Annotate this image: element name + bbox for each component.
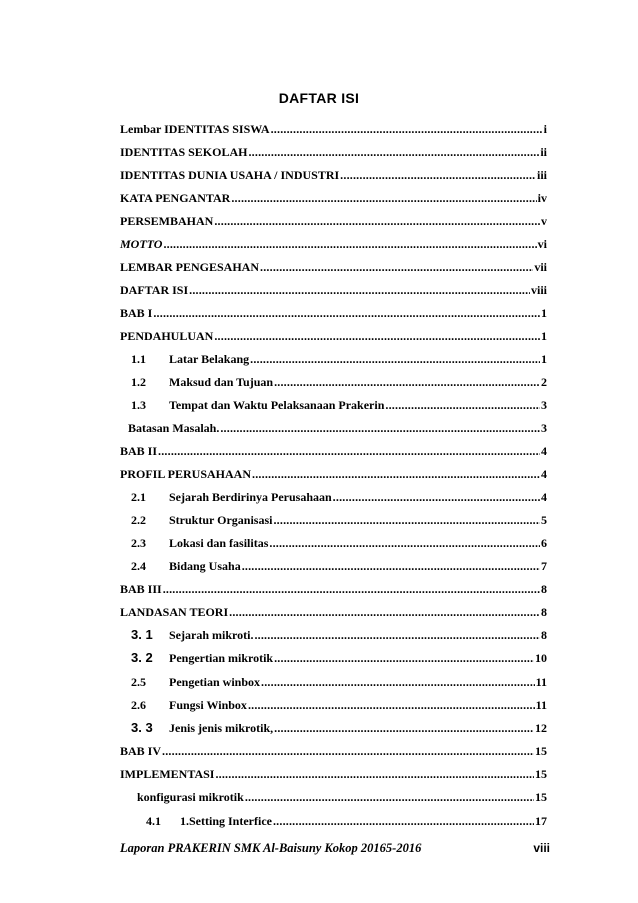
toc-entry-page: 10 [535, 651, 547, 665]
toc-entry [120, 466, 547, 482]
toc-entry-page: 15 [535, 767, 547, 781]
toc-entry-label: Maksud dan Tujuan [169, 375, 274, 389]
dot-leader [252, 466, 540, 482]
dot-leader [231, 190, 536, 206]
toc-entry-number: 1.1 [131, 352, 146, 366]
toc-entry-page: viii [530, 283, 547, 297]
toc-entry-page: 15 [535, 790, 547, 804]
dot-leader [242, 558, 540, 574]
toc-entry-label: MOTTO [120, 237, 163, 251]
toc-entry-page: vi [537, 237, 547, 251]
toc-entry-page: i [543, 122, 547, 136]
dot-leader [340, 167, 536, 183]
toc-entry [131, 720, 547, 736]
dot-leader [245, 789, 534, 805]
toc-entry-label: IDENTITAS SEKOLAH [120, 145, 248, 159]
toc-entry-label: Lokasi dan fasilitas [169, 536, 269, 550]
dot-leader [273, 813, 534, 829]
toc-entry-label: Tempat dan Waktu Pelaksanaan Prakerin [169, 398, 385, 412]
toc-entry-label: Struktur Organisasi [169, 513, 273, 527]
toc-entry [120, 743, 547, 759]
toc-entry-page: 1 [541, 306, 547, 320]
dot-leader [163, 236, 536, 252]
toc-entry [131, 351, 547, 367]
toc-entry-page: 17 [535, 814, 547, 828]
toc-entry-number: 3. 3 [131, 720, 153, 735]
toc-entry-label: 1.Setting Interfice [180, 814, 272, 828]
dot-leader [248, 697, 535, 713]
toc-entry-page: 8 [541, 605, 547, 619]
page-title: DAFTAR ISI [278, 90, 360, 106]
dot-leader [271, 121, 543, 137]
toc-entry-number: 4.1 [146, 814, 161, 828]
toc-entry-label: BAB I [120, 306, 153, 320]
toc-entry-label: Batasan Masalah. [128, 421, 220, 435]
toc-entry [128, 420, 547, 436]
toc-entry-label: IMPLEMENTASI [120, 767, 215, 781]
dot-leader [215, 766, 534, 782]
dot-leader [385, 397, 540, 413]
toc-entry [131, 650, 547, 666]
toc-entry-label: PROFIL PERUSAHAAN [120, 467, 252, 481]
dot-leader [189, 282, 530, 298]
toc-entry [120, 259, 547, 275]
toc-entry-page: 6 [541, 536, 547, 550]
footer-page-number: viii [533, 841, 550, 855]
toc-entry-page: 3 [541, 398, 547, 412]
toc-entry [120, 581, 547, 597]
toc-entry-page: 8 [541, 582, 547, 596]
toc-entry [131, 674, 547, 690]
toc-entry-label: Latar Belakang [169, 352, 250, 366]
dot-leader [333, 489, 540, 505]
toc-entry-label: Fungsi Winbox [169, 698, 247, 712]
toc-entry-number: 2.5 [131, 675, 146, 689]
toc-entry [131, 697, 547, 713]
toc-entry-label: Pengertian mikrotik [169, 651, 274, 665]
toc-entry [131, 512, 547, 528]
toc-entry-page: 5 [541, 513, 547, 527]
toc-entry [120, 213, 547, 229]
dot-leader [260, 259, 533, 275]
toc-entry-label: LANDASAN TEORI [120, 605, 229, 619]
dot-leader [214, 328, 540, 344]
toc-entry-page: 1 [541, 352, 547, 366]
toc-entry-page: 12 [535, 721, 547, 735]
dot-leader [250, 351, 540, 367]
toc-entry-number: 1.2 [131, 375, 146, 389]
toc-entry-page: v [541, 214, 547, 228]
toc-entry-page: 4 [541, 444, 547, 458]
toc-entry [137, 789, 547, 805]
toc-entry-page: iv [537, 191, 547, 205]
toc-entry [120, 443, 547, 459]
toc-entry [131, 374, 547, 390]
toc-entry-number: 2.3 [131, 536, 146, 550]
toc-entry [120, 144, 547, 160]
dot-leader [214, 213, 540, 229]
toc-entry-label: DAFTAR ISI [120, 283, 189, 297]
dot-leader [229, 604, 540, 620]
toc-entry-number: 2.1 [131, 490, 146, 504]
dot-leader [274, 374, 540, 390]
toc-entry-page: 4 [541, 490, 547, 504]
toc-entry [131, 558, 547, 574]
toc-entry-page: 7 [541, 559, 547, 573]
toc-entry-page: vii [534, 260, 547, 274]
toc-entry-label: PENDAHULUAN [120, 329, 214, 343]
toc-entry-label: LEMBAR PENGESAHAN [120, 260, 260, 274]
toc-entry-label: BAB II [120, 444, 158, 458]
toc-entry-label: konfigurasi mikrotik [137, 790, 244, 804]
toc-entry-label: PERSEMBAHAN [120, 214, 214, 228]
dot-leader [162, 743, 534, 759]
toc-entry-number: 2.6 [131, 698, 146, 712]
dot-leader [261, 674, 535, 690]
toc-entry [131, 489, 547, 505]
toc-entry [120, 305, 547, 321]
toc-entry [131, 535, 547, 551]
toc-entry-page: 2 [541, 375, 547, 389]
dot-leader [254, 627, 540, 643]
toc-entry-page: 11 [535, 675, 547, 689]
toc-entry-label: KATA PENGANTAR [120, 191, 231, 205]
toc-entry-label: Lembar IDENTITAS SISWA [120, 122, 270, 136]
toc-entry-page: 8 [541, 628, 547, 642]
toc-entry [120, 604, 547, 620]
toc-entry-label: Bidang Usaha [169, 559, 241, 573]
toc-entry-page: 11 [535, 698, 547, 712]
toc-entry-page: 3 [541, 421, 547, 435]
toc-entry [120, 766, 547, 782]
toc-entry-page: iii [536, 168, 547, 182]
dot-leader [273, 512, 540, 528]
toc-entry-label: Pengetian winbox [169, 675, 261, 689]
dot-leader [248, 144, 539, 160]
toc-entry [120, 121, 547, 137]
dot-leader [274, 720, 534, 736]
toc-entry-number: 2.2 [131, 513, 146, 527]
toc-entry [120, 167, 547, 183]
toc-entry-label: BAB III [120, 582, 162, 596]
dot-leader [274, 650, 534, 666]
toc-entry-number: 3. 2 [131, 650, 153, 665]
toc-entry [120, 282, 547, 298]
toc-entry-page: 4 [541, 467, 547, 481]
dot-leader [220, 420, 540, 436]
toc-entry-page: 1 [541, 329, 547, 343]
toc-entry [120, 236, 547, 252]
dot-leader [153, 305, 540, 321]
toc-entry [146, 813, 547, 829]
toc-entry-label: BAB IV [120, 744, 162, 758]
toc-entry [120, 328, 547, 344]
dot-leader [158, 443, 540, 459]
toc-entry [131, 397, 547, 413]
toc-entry-number: 3. 1 [131, 627, 153, 642]
footer-text: Laporan PRAKERIN SMK Al-Baisuny Kokop 20165-2016 [120, 841, 422, 855]
toc-entry-page: 15 [535, 744, 547, 758]
toc-entry-label: Sejarah mikroti. [169, 628, 254, 642]
page-footer [120, 841, 550, 856]
toc-entry [131, 627, 547, 643]
toc-entry-number: 1.3 [131, 398, 146, 412]
toc-entry-label: Jenis jenis mikrotik, [169, 721, 274, 735]
toc-entry-label: Sejarah Berdirinya Perusahaan [169, 490, 332, 504]
dot-leader [163, 581, 540, 597]
toc-entry-label: IDENTITAS DUNIA USAHA / INDUSTRI [120, 168, 340, 182]
toc-entry [120, 190, 547, 206]
toc-entry-page: ii [540, 145, 547, 159]
dot-leader [269, 535, 540, 551]
toc-entry-number: 2.4 [131, 559, 146, 573]
